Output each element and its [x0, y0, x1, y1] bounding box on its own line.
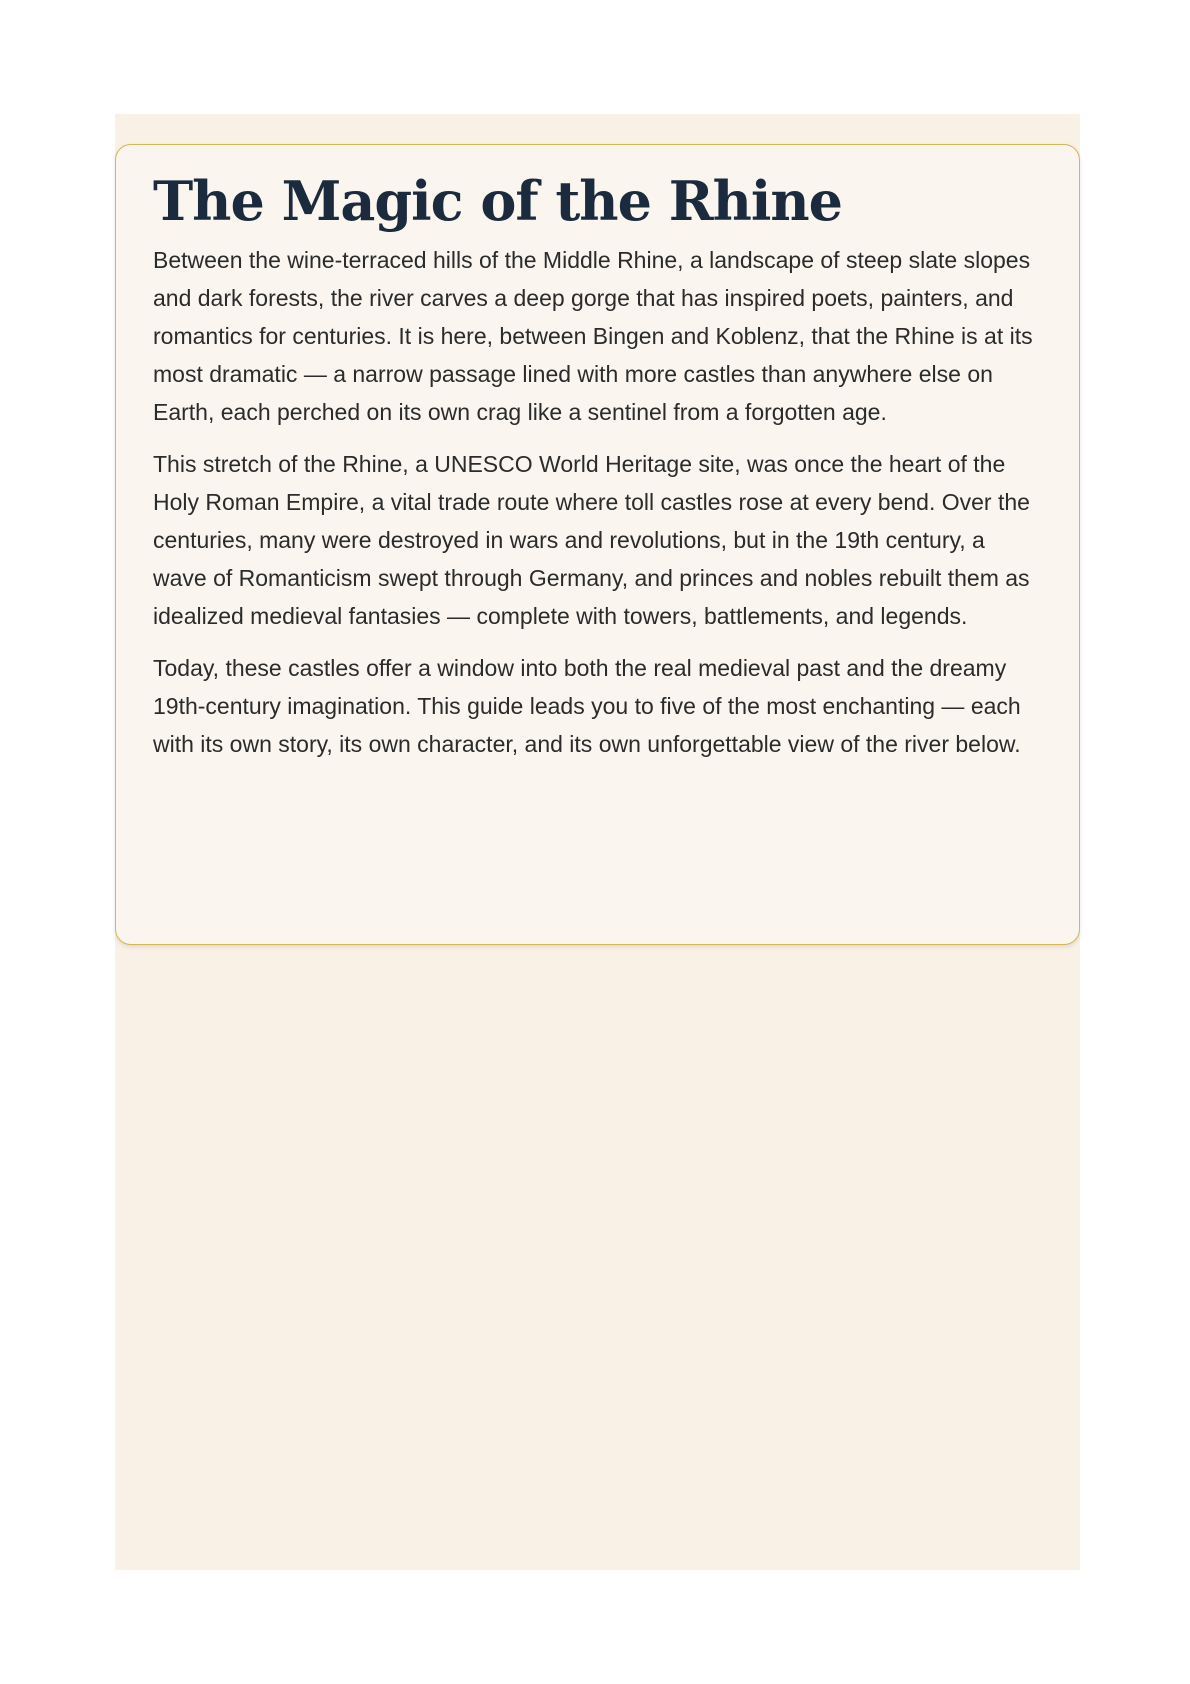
history-paragraph: This stretch of the Rhine, a UNESCO World Heritage site, was once the heart of the Holy Roman Empire, a vital trade route where toll castles rose at every bend. Over the centuries, many were destroyed in wars and revolutions, but in the 19th century, a wave of Romanticism swept through Germany, and princes and nobles rebuilt them as idealized medieval fantasies — complete with towers, battlements, and legends.: [153, 451, 1030, 630]
guide-paragraph: Today, these castles offer a window into both the real medieval past and the dreamy 19th-century imagination. This guide leads you to five of the most enchanting — each with its own story, its own character, and its own unforgettable view of the river below.: [153, 655, 1021, 758]
intro-card: [115, 144, 1080, 945]
intro-paragraph: Between the wine-terraced hills of the Middle Rhine, a landscape of steep slate slopes and dark forests, the river carves a deep gorge that has inspired poets, painters, and romantics for centuries. It is here, between Bingen and Koblenz, that the Rhine is at its most dramatic — a narrow passage lined with more castles than anywhere else on Earth, each perched on its own crag like a sentinel from a forgotten age.: [153, 247, 1033, 426]
page-area: [115, 114, 1080, 1570]
page-title: The Magic of the Rhine: [153, 169, 842, 233]
